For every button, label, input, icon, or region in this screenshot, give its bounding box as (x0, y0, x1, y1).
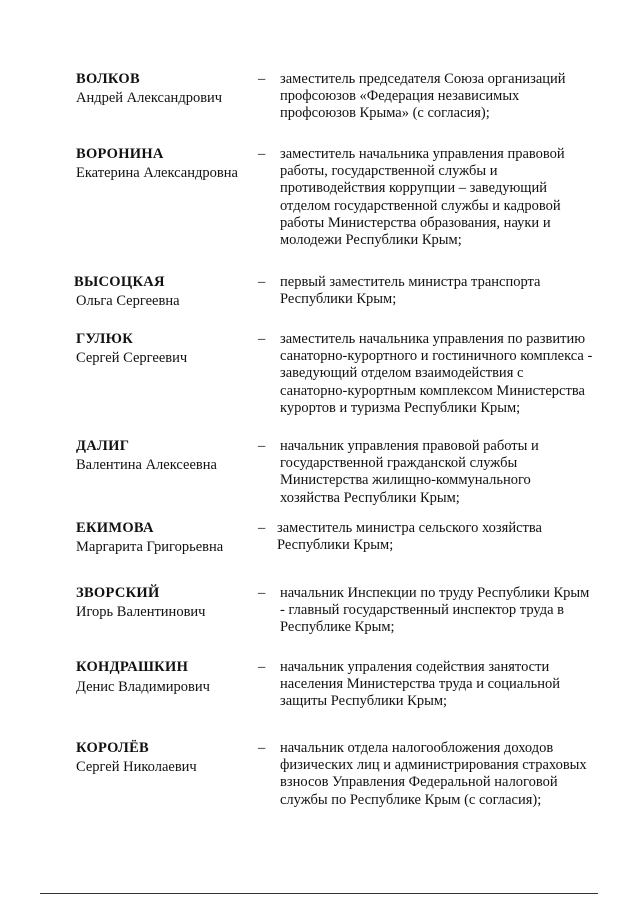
position-line: заместитель министра сельского хозяйства (277, 520, 542, 536)
member-surname: ЗВОРСКИЙ (76, 585, 160, 601)
member-given-name: Екатерина Александровна (76, 165, 238, 181)
member-surname: ВОЛКОВ (76, 71, 140, 87)
position-line: начальник упраления содействия занятости (280, 659, 550, 675)
member-surname: КОРОЛЁВ (76, 740, 150, 756)
member-position (280, 585, 610, 637)
position-line: молодежи Республики Крым; (280, 232, 462, 249)
position-line: работы Министерства образования, науки и (280, 214, 551, 231)
position-line: - главный государственный инспектор труда в (280, 602, 564, 619)
member-position (280, 659, 610, 711)
member-position (280, 146, 610, 249)
member-surname: ГУЛЮК (76, 331, 134, 347)
member-given-name: Денис Владимирович (76, 679, 210, 695)
position-line: взносов Управления Федеральной налоговой (280, 774, 558, 791)
separator-dash: – (258, 520, 266, 536)
position-line: профсоюзов Крыма» (с согласия); (280, 105, 490, 122)
position-line: заместитель начальника управления правовой (280, 146, 565, 162)
member-surname: КОНДРАШКИН (76, 659, 189, 675)
position-line: первый заместитель министра транспорта (280, 274, 541, 290)
member-given-name: Игорь Валентинович (76, 604, 206, 620)
member-given-name: Ольга Сергеевна (76, 293, 180, 309)
separator-dash: – (258, 274, 266, 290)
separator-dash: – (258, 659, 266, 675)
separator-dash: – (258, 146, 266, 162)
position-line: службы по Республике Крым (с согласия); (280, 791, 542, 808)
separator-dash: – (258, 71, 266, 87)
member-position (280, 740, 610, 809)
position-line: отделом государственной службы и кадровой (280, 197, 561, 214)
position-line: Республики Крым; (280, 291, 397, 308)
position-line: работы, государственной службы и (280, 163, 498, 180)
position-line: населения Министерства труда и социальной (280, 676, 560, 693)
position-line: начальник отдела налогообложения доходов (280, 740, 554, 756)
position-line: заместитель председателя Союза организаций (280, 71, 566, 87)
separator-dash: – (258, 585, 266, 601)
position-line: противодействия коррупции – заведующий (280, 180, 547, 197)
position-line: заместитель начальника управления по развитию (280, 331, 586, 347)
position-line: Республики Крым; (277, 537, 394, 554)
member-surname: ЕКИМОВА (76, 520, 154, 536)
position-line: заведующий отделом взаимодействия с (280, 365, 524, 382)
position-line: Министерства жилищно-коммунального (280, 472, 531, 489)
position-line: хозяйства Республики Крым; (280, 489, 460, 506)
member-position (280, 331, 610, 417)
position-line: государственной гражданской службы (280, 455, 518, 472)
member-surname: ДАЛИГ (76, 438, 130, 454)
position-line: санаторно-курортного и гостиничного комплекса - (280, 348, 593, 365)
position-line: физических лиц и администрирования страховых (280, 757, 587, 774)
separator-dash: – (258, 438, 266, 454)
member-given-name: Валентина Алексеевна (76, 457, 217, 473)
position-line: профсоюзов «Федерация независимых (280, 88, 520, 105)
position-line: защиты Республики Крым; (280, 693, 448, 710)
member-position (280, 274, 610, 308)
separator-dash: – (258, 331, 266, 347)
member-surname: ВЫСОЦКАЯ (74, 274, 165, 290)
member-given-name: Андрей Александрович (76, 90, 223, 106)
position-line: курортов и туризма Республики Крым; (280, 399, 521, 416)
member-given-name: Сергей Сергеевич (76, 350, 188, 366)
member-position (280, 438, 610, 507)
footer-divider (40, 893, 598, 894)
position-line: начальник управления правовой работы и (280, 438, 539, 454)
separator-dash: – (258, 740, 266, 756)
member-given-name: Сергей Николаевич (76, 759, 197, 775)
member-position (277, 520, 607, 554)
position-line: Республике Крым; (280, 619, 395, 636)
member-surname: ВОРОНИНА (76, 146, 164, 162)
member-given-name: Маргарита Григорьевна (76, 539, 224, 555)
position-line: начальник Инспекции по труду Республики Крым (280, 585, 590, 601)
position-line: санаторно-курортным комплексом Министерства (280, 382, 585, 399)
member-position (280, 71, 610, 123)
